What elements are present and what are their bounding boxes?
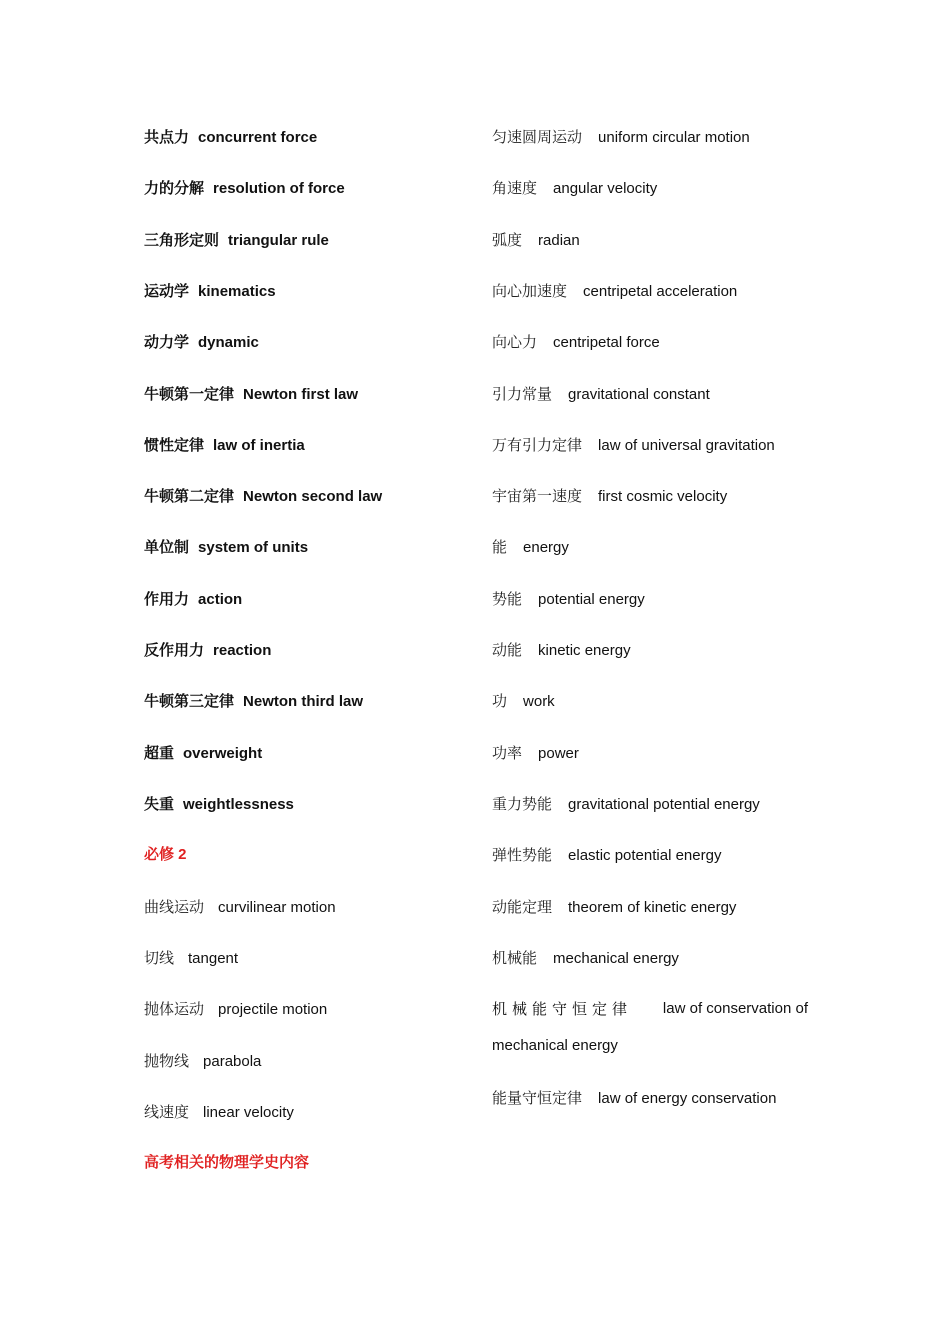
section-heading: 高考相关的物理学史内容 [144, 1154, 310, 1171]
term-english: weightlessness [183, 796, 294, 813]
section-heading: 必修 2 [144, 846, 187, 863]
term-chinese: 曲线运动 [144, 898, 205, 916]
term-chinese: 能 [492, 538, 508, 556]
term-english: energy [523, 539, 569, 556]
term-english: centripetal acceleration [583, 283, 738, 300]
term-english-line-2: mechanical energy [492, 1037, 618, 1054]
term-english: concurrent force [198, 129, 318, 146]
term-chinese: 抛物线 [144, 1052, 190, 1070]
glossary-term [144, 384, 358, 405]
term-line-1 [492, 999, 808, 1019]
term-chinese: 万有引力定律 [492, 436, 583, 454]
term-chinese: 牛顿第二定律 [144, 487, 235, 505]
glossary-term [144, 230, 329, 251]
term-chinese: 动力学 [144, 333, 190, 351]
glossary-term [144, 897, 336, 918]
term-chinese: 超重 [144, 744, 175, 762]
glossary-term [492, 178, 657, 199]
glossary-term [144, 537, 308, 558]
term-english: dynamic [198, 334, 259, 351]
term-english: work [523, 693, 555, 710]
glossary-term [144, 486, 382, 507]
term-chinese: 三角形定则 [144, 231, 220, 249]
term-english: centripetal force [553, 334, 660, 351]
term-chinese: 运动学 [144, 282, 190, 300]
glossary-term [492, 384, 710, 405]
glossary-term [492, 691, 555, 712]
term-english: law of inertia [213, 437, 305, 454]
term-chinese: 重力势能 [492, 795, 553, 813]
term-english: tangent [188, 950, 239, 967]
term-english: overweight [183, 745, 263, 762]
term-english: linear velocity [203, 1104, 294, 1121]
term-chinese: 弹性势能 [492, 846, 553, 864]
term-english: angular velocity [553, 180, 658, 197]
glossary-term [144, 743, 262, 764]
glossary-term [492, 486, 727, 507]
glossary-term [144, 999, 327, 1020]
term-chinese: 弧度 [492, 231, 523, 249]
term-english: system of units [198, 539, 309, 556]
glossary-term [492, 794, 760, 815]
glossary-term [144, 1051, 261, 1072]
term-english: elastic potential energy [568, 847, 722, 864]
glossary-term [492, 743, 579, 764]
glossary-term [492, 127, 750, 148]
glossary-term [492, 845, 721, 866]
glossary-term [492, 435, 775, 456]
term-chinese: 引力常量 [492, 385, 553, 403]
glossary-term [492, 332, 660, 353]
glossary-term [492, 281, 737, 302]
term-english: curvilinear motion [218, 899, 336, 916]
term-chinese: 向心加速度 [492, 282, 568, 300]
term-english: Newton first law [243, 386, 359, 403]
glossary-term [492, 589, 645, 610]
term-chinese: 机械能守恒定律 [492, 1000, 633, 1018]
glossary-term [492, 1088, 776, 1109]
glossary-term [492, 230, 580, 251]
term-chinese: 共点力 [144, 128, 190, 146]
term-chinese: 势能 [492, 590, 523, 608]
term-chinese: 能量守恒定律 [492, 1089, 583, 1107]
glossary-term [144, 589, 242, 610]
term-english: uniform circular motion [598, 129, 750, 146]
term-chinese: 向心力 [492, 333, 538, 351]
term-chinese: 失重 [144, 795, 175, 813]
glossary-term [492, 537, 569, 558]
term-chinese: 机械能 [492, 949, 538, 967]
term-chinese: 惯性定律 [144, 436, 205, 454]
term-chinese: 反作用力 [144, 641, 205, 659]
term-chinese: 功 [492, 692, 508, 710]
glossary-term [144, 1102, 294, 1123]
glossary-term [492, 948, 679, 969]
term-chinese: 线速度 [144, 1103, 190, 1121]
glossary-term [492, 640, 631, 661]
term-english: mechanical energy [553, 950, 679, 967]
term-chinese: 功率 [492, 744, 523, 762]
term-english: resolution of force [213, 180, 345, 197]
term-english-line-1: law of conservation of [662, 1000, 808, 1017]
glossary-term [492, 897, 736, 918]
term-chinese: 单位制 [144, 538, 190, 556]
term-english: first cosmic velocity [598, 488, 728, 505]
term-english: radian [538, 232, 580, 249]
glossary-term [144, 178, 345, 199]
term-chinese: 匀速圆周运动 [492, 128, 583, 146]
term-chinese: 切线 [144, 949, 175, 967]
term-chinese: 角速度 [492, 179, 538, 197]
term-english: law of universal gravitation [598, 437, 775, 454]
term-english: projectile motion [218, 1001, 328, 1018]
term-chinese: 牛顿第一定律 [144, 385, 235, 403]
term-chinese: 动能定理 [492, 898, 553, 916]
term-chinese: 力的分解 [144, 179, 205, 197]
term-chinese: 牛顿第三定律 [144, 692, 235, 710]
glossary-term [144, 281, 276, 302]
glossary-term [144, 691, 363, 712]
term-chinese: 抛体运动 [144, 1000, 205, 1018]
glossary-term [144, 127, 317, 148]
glossary-term [144, 794, 294, 815]
term-english: potential energy [538, 591, 645, 608]
term-english: Newton second law [243, 488, 383, 505]
glossary-term-wrapped [492, 999, 808, 1054]
term-chinese: 作用力 [144, 590, 190, 608]
term-english: kinematics [198, 283, 276, 300]
term-english: kinetic energy [538, 642, 631, 659]
term-english: reaction [213, 642, 272, 659]
term-english: theorem of kinetic energy [568, 899, 737, 916]
term-english: power [538, 745, 579, 762]
term-english: triangular rule [228, 232, 329, 249]
term-english: law of energy conservation [598, 1090, 777, 1107]
glossary-term [144, 640, 271, 661]
term-english: parabola [203, 1053, 262, 1070]
glossary-term [144, 948, 238, 969]
term-english: gravitational constant [568, 386, 710, 403]
term-english: Newton third law [243, 693, 364, 710]
term-chinese: 动能 [492, 641, 523, 659]
glossary-term [144, 332, 259, 353]
term-chinese: 宇宙第一速度 [492, 487, 583, 505]
glossary-term [144, 435, 305, 456]
term-english: action [198, 591, 243, 608]
term-english: gravitational potential energy [568, 796, 760, 813]
